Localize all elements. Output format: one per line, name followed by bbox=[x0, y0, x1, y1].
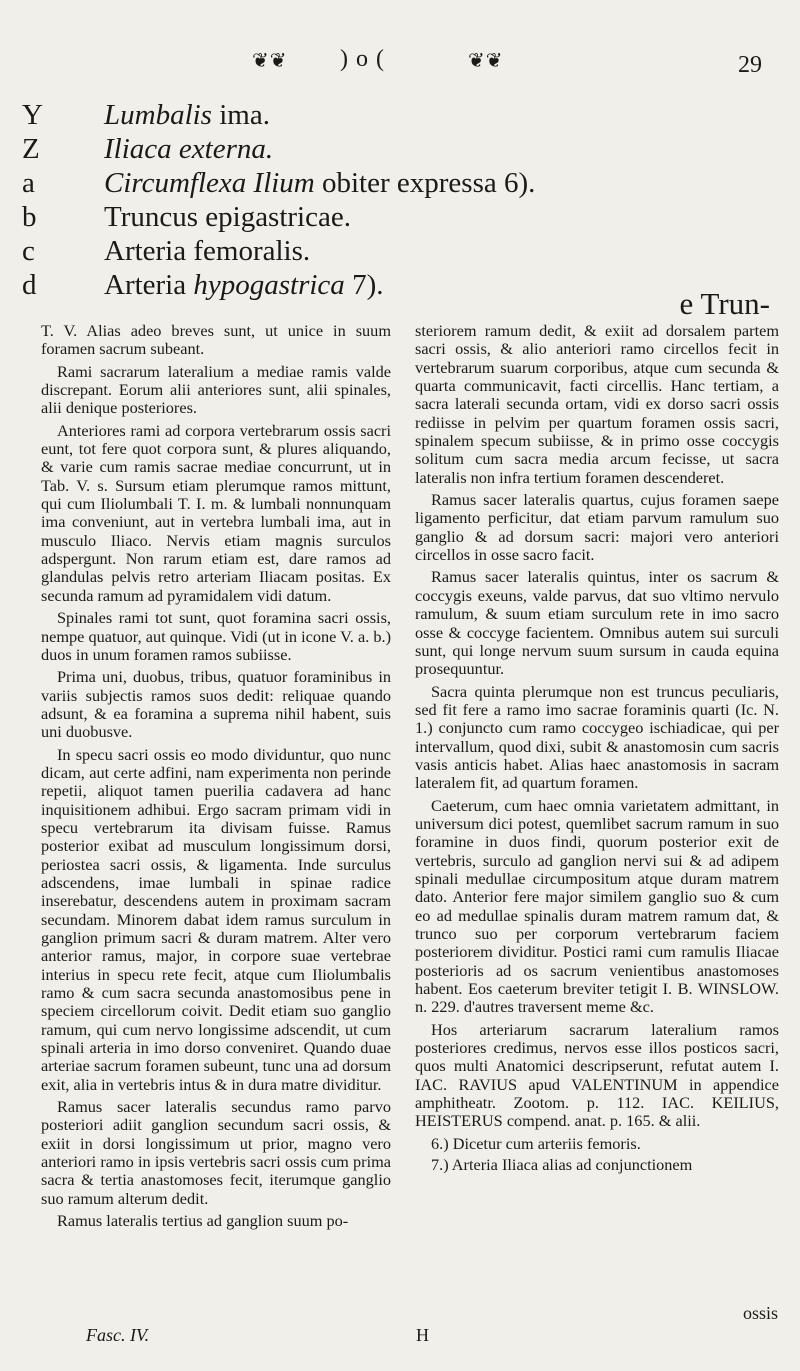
legend-row bbox=[20, 166, 760, 200]
legend-text: Iliaca externa. bbox=[104, 133, 274, 165]
paragraph: Ramus sacer lateralis quartus, cujus foramen saepe ligamento perficitur, dat etiam parvum ramulum suo ganglio & ad dorsum sacri: majori vero anteriori circellos in osse sacro facit. bbox=[415, 490, 779, 565]
page-footer bbox=[0, 1303, 800, 1353]
legend-key: Z bbox=[22, 133, 40, 165]
page-header bbox=[0, 48, 800, 78]
paragraph: Ramus lateralis tertius ad ganglion suum po- bbox=[57, 1211, 349, 1231]
paragraph: Caeterum, cum haec omnia varietatem admittant, in universum dici potest, quemlibet sacrum ramum in suo foramine in duos findi, quorum posterior exit de vertebris, surculo ad ganglion nervi sui & ad adipem spinali medullae circumpositum atque duram matrem dato. Anterior fere major similem ganglio suo & cum eo ad medullae spinalis duram matrem ramum dat, & trunco suo per corporum vertebrarum faciem posteriorem dividitur. Postici rami cum ramulis Iliacae posterioris ad os sacrum venientibus anastomoses habent. Eos caeterum breviter tetigit I. B. WINSLOW. n. 229. d'autres traversent meme &c. bbox=[415, 795, 779, 1017]
legend-key: b bbox=[22, 201, 37, 233]
catchword-bottom: ossis bbox=[742, 1303, 778, 1323]
legend-text: Truncus epigastricae. bbox=[104, 201, 351, 233]
left-column bbox=[41, 322, 391, 1235]
paragraph: Ramus sacer lateralis secundus ramo parvo posteriori adiit ganglion secundum sacri ossis, & exiit in dorsi longissimum ut prior, magno vero anteriori ramo in ipsis vertebris sacri ossis cum prima sacra & tertia anastomoses fecit, iterumque ganglio suo ramum alterum dedit. bbox=[41, 1097, 391, 1208]
legend-key: d bbox=[22, 269, 37, 301]
paragraph: Prima uni, duobus, tribus, quatuor foraminibus in variis subjectis ramos suos dedit: reliquae quando adsunt, & ea foramina a suprema nihil habent, suis uni duobusve. bbox=[41, 667, 391, 742]
paragraph: In specu sacri ossis eo modo dividuntur, quo nunc dicam, aut certe adfini, nam experimenta non perinde repetii, aliquot tamen puerilia cadavera ad hanc inquisitionem adhibui. Ergo sacram primam vidi in specu vertebrarum ita divisam fuisse. Ramus posterior exibat ad musculum longissimum dorsi, periostea sacri ossis, & ligamenta. Inde surculus adscendens, imae lumbali in spinae radice inserebatur, descendens autem in proximam sacram secundam. Minorem dabat idem ramus surculum in ganglion primum sacri & duram matrem. Alter vero anterior ramus, major, in corpore suae vertebrae interius in specu rete fecit, atque cum Iliolumbalis ramo & cum sacra secunda anastomosibus pene in speciem circellorum coivit. Dedit etiam suo ganglio ramum, qui cum nervo longissime adscendit, ut cum spinali arteria in imo dorso conveniret. Quando duae arteriae sacrum foramen subeunt, tunc una ad dorsum exit, alia in vertebris intus & in dura matre dividitur. bbox=[41, 744, 391, 1094]
footnote: 7.) Arteria Iliaca alias ad conjunctionem bbox=[431, 1155, 693, 1175]
paragraph: Hos arteriarum sacrarum lateralium ramos posteriores credimus, nervos esse illos posticos sacri, quos multi Anatomici descripserunt, refutat autem I. IAC. RAVIUS apud VALENTINUM in appendice amphitheatr. Zootom. p. 112. IAC. KEILIUS, HEISTERUS compend. anat. p. 165. & alii. bbox=[415, 1019, 779, 1131]
legend-key: a bbox=[22, 167, 35, 199]
paragraph: Anteriores rami ad corpora vertebrarum ossis sacri eunt, tot fere quot corpora sunt, & plures aliquando, & varie cum ramis sacrae mediae concurrunt, ut in Tab. V. s. Sursum etiam plerumque ramos mittunt, qui cum Iliolumbali T. I. m. & lumbali nonnunquam ima conveniunt, aut in vertebra lumbali ima, aut in musculo Iliaco. Nervis etiam magnis surculos adspergunt. Non rarum etiam est, dare ramos ad glandulas pelvis retro arteriam Iliacam positas. Ex secunda ramum ad pyramidalem vidi datum. bbox=[41, 420, 391, 605]
legend-text: Circumflexa Ilium obiter expressa 6). bbox=[104, 167, 536, 199]
paragraph: Ramus sacer lateralis quintus, inter os sacrum & coccygis exeuns, valde parvus, dat suo vltimo nervulo ramulum, & suum etiam surculum rete in imo sacro osse & coccyge facientem. Omnibus autem sui surculi sunt, qui longe nervum suum sursum in cauda equina prosequuntur. bbox=[415, 567, 779, 679]
legend-text: Lumbalis ima. bbox=[104, 99, 270, 131]
footnote: 6.) Dicetur cum arteriis femoris. bbox=[431, 1133, 641, 1153]
legend-key: Y bbox=[22, 99, 43, 131]
right-column bbox=[415, 322, 779, 1177]
paragraph: steriorem ramum dedit, & exiit ad dorsalem partem sacri ossis, & alio anteriori ramo circellos fecit in vertebrarum suarum corporibus, atque cum secunda & quarta communicavit, facti circellis. Hanc tertiam, a sacra laterali secunda ortam, vidi ex dorso sacri ossis rediisse in pelvim per quartum foramen ossis sacri, spinalem specum subiisse, & in primo osse coccygis solitum cum sacra media arcum fecisse, ut sacra lateralis non infra tertium foramen descenderet. bbox=[415, 321, 779, 487]
legend-key: c bbox=[22, 235, 35, 267]
ornament-right: ❦❦ bbox=[468, 50, 504, 72]
legend-row bbox=[20, 98, 760, 132]
page-number: 29 bbox=[738, 52, 762, 78]
paragraph: Rami sacrarum lateralium a mediae ramis valde discrepant. Eorum alii anteriores sunt, alii spinales, alii denique posteriores. bbox=[41, 361, 391, 418]
legend-row bbox=[20, 200, 760, 234]
paragraph: T. V. Alias adeo breves sunt, ut unice in suum foramen sacrum subeant. bbox=[41, 321, 391, 359]
paragraph: Spinales rami tot sunt, quot foramina sacri ossis, nempe quatuor, aut quinque. Vidi (ut in icone V. a. b.) duos in unum foramen ramos subiisse. bbox=[41, 608, 391, 664]
paragraph: Sacra quinta plerumque non est truncus peculiaris, sed fit fere a ramo imo sacrae foraminis quarti (Ic. N. 1.) conjuncto cum ramo coccygeo ischiadicae, qui per intervallum, quod dixi, subit & anastomosin cum sacris vasis anticis habet. Alias haec anastomosis in sacram lateralem fit, ad quartum foramen. bbox=[415, 681, 779, 793]
signature-mark: H bbox=[416, 1325, 429, 1345]
footnotes bbox=[415, 1135, 779, 1175]
legend-text: Arteria femoralis. bbox=[104, 235, 311, 267]
legend-row bbox=[20, 132, 760, 166]
catchword-top: e Trun- bbox=[679, 286, 770, 321]
legend-row bbox=[20, 268, 760, 302]
legend-row bbox=[20, 234, 760, 268]
ornament-mid: )o( bbox=[340, 46, 392, 72]
ornament-left: ❦❦ bbox=[252, 50, 288, 72]
legend-text: Arteria hypogastrica 7). bbox=[104, 269, 384, 301]
figure-legend bbox=[20, 98, 760, 302]
signature: Fasc. IV. bbox=[86, 1325, 150, 1345]
